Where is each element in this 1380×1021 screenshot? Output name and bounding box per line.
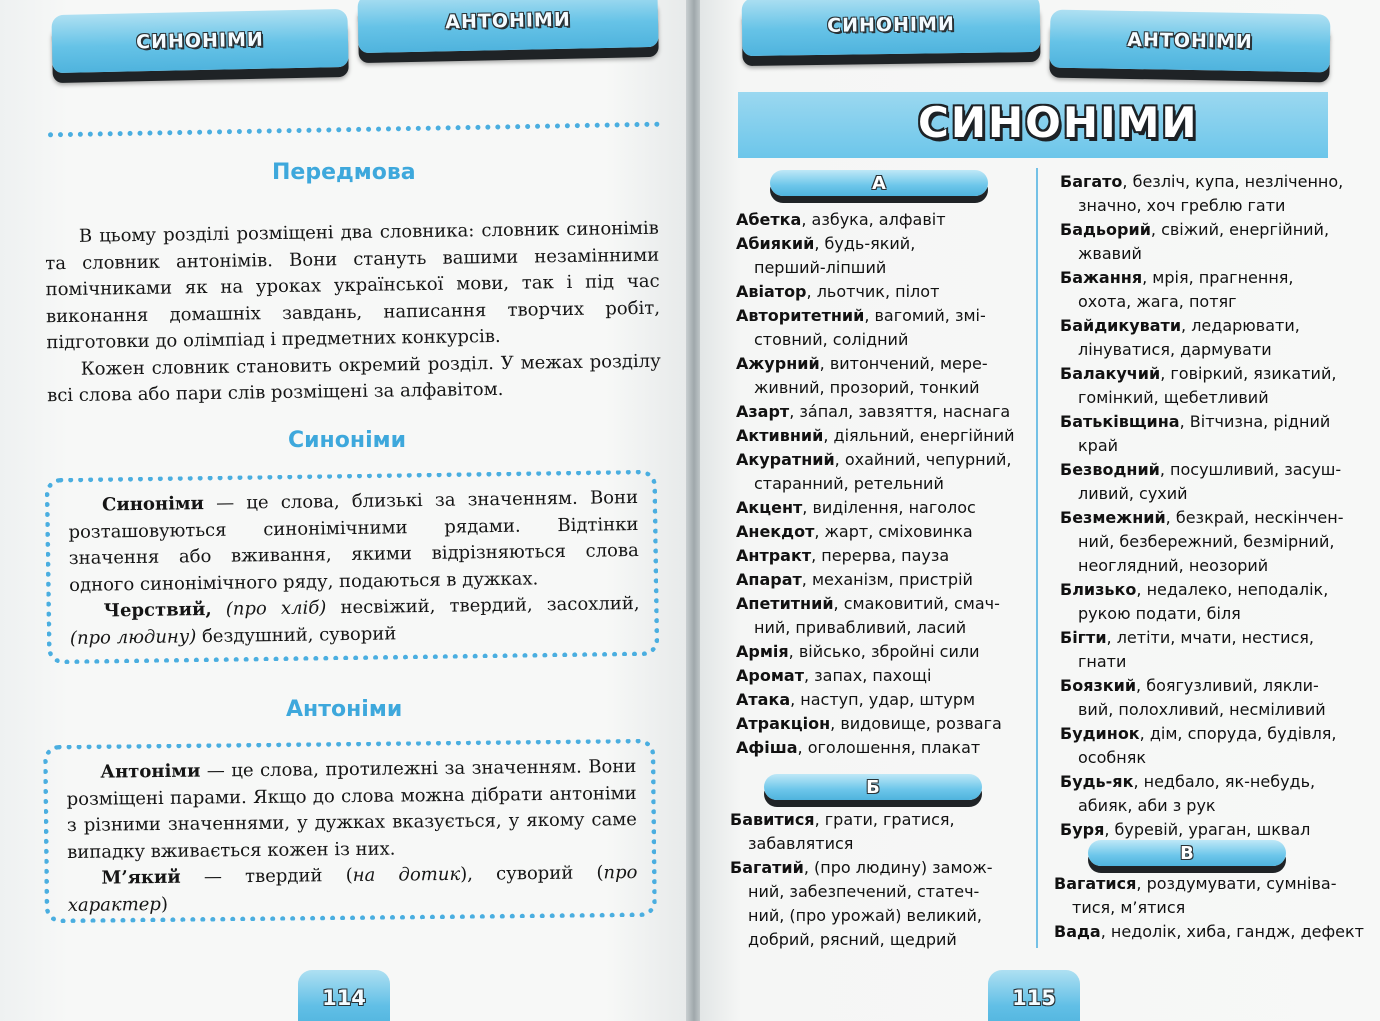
- entry-synonyms: , безліч, купа, незліченно,: [1122, 172, 1344, 191]
- entry-synonyms: неоглядний, неозорий: [1078, 556, 1269, 575]
- antonyms-definition-box: [43, 739, 657, 923]
- page-number-text: 115: [1012, 986, 1056, 1010]
- dictionary-entry: [736, 736, 1032, 760]
- entry-headword: Будинок: [1060, 724, 1140, 743]
- dictionary-entry: [730, 880, 1030, 904]
- entry-synonyms: ливий, сухий: [1078, 484, 1188, 503]
- dictionary-entry: [1054, 896, 1364, 920]
- entry-headword: Вада: [1054, 922, 1101, 941]
- dictionary-entry: [730, 832, 1030, 856]
- preface-text: [45, 216, 662, 410]
- dictionary-entry: [736, 712, 1032, 736]
- dictionary-entry: [1060, 650, 1360, 674]
- entry-synonyms: стовний, солідний: [754, 330, 909, 349]
- tab-label: СИНОНІМИ: [135, 28, 265, 54]
- entry-synonyms: , військо, збройні сили: [788, 642, 980, 661]
- entry-headword: Багатий: [730, 858, 804, 877]
- page-number-text: 114: [322, 986, 366, 1010]
- entry-synonyms: ний, (про урожай) великий,: [748, 906, 982, 925]
- entry-synonyms: , грати, гратися,: [814, 810, 955, 829]
- dictionary-entry: [1060, 242, 1360, 266]
- tab-synonyms-right[interactable]: [742, 0, 1041, 56]
- syn-term: Синоніми: [101, 493, 205, 516]
- entry-synonyms: , свіжий, енергійний,: [1150, 220, 1330, 239]
- dictionary-column-1-b: [730, 808, 1030, 952]
- entry-headword: Бігти: [1060, 628, 1107, 647]
- entry-synonyms: абияк, аби з рук: [1078, 796, 1216, 815]
- dictionary-entry: [1060, 314, 1360, 338]
- dictionary-entry: [736, 544, 1032, 568]
- syn-example-word: Черствий,: [103, 598, 212, 622]
- entry-headword: Акцент: [736, 498, 803, 517]
- dictionary-entry: [1060, 194, 1360, 218]
- dictionary-entry: [736, 592, 1032, 616]
- entry-headword: Бадьорий: [1060, 220, 1151, 239]
- entry-synonyms: особняк: [1078, 748, 1146, 767]
- entry-synonyms: жвавий: [1078, 244, 1142, 263]
- entry-synonyms: , (про людину) замож-: [803, 858, 993, 877]
- entry-headword: Аромат: [736, 666, 804, 685]
- entry-synonyms: вий, полохливий, несміливий: [1078, 700, 1326, 719]
- entry-headword: Безводний: [1060, 460, 1160, 479]
- dictionary-column-2-v: [1054, 872, 1364, 944]
- dictionary-entry: [1054, 872, 1364, 896]
- entry-synonyms: , оголошення, плакат: [797, 738, 981, 757]
- entry-headword: Близько: [1060, 580, 1137, 599]
- dictionary-entry: [736, 256, 1032, 280]
- dictionary-entry: [736, 400, 1032, 424]
- dictionary-entry: [1060, 794, 1360, 818]
- entry-synonyms: , безкрай, нескінчен-: [1165, 508, 1344, 527]
- entry-headword: Армія: [736, 642, 789, 661]
- dictionary-column-2-b: [1060, 170, 1360, 842]
- letter-header-b: [764, 774, 982, 800]
- entry-headword: Авіатор: [736, 282, 807, 301]
- entry-headword: Вагатися: [1054, 874, 1137, 893]
- synonyms-definition: [68, 485, 640, 652]
- entry-synonyms: , мрія, прагнення,: [1142, 268, 1294, 287]
- dictionary-entry: [1060, 554, 1360, 578]
- preface-title: Передмова: [272, 160, 416, 185]
- synonyms-banner: [738, 92, 1328, 158]
- dictionary-entry: [1060, 818, 1360, 842]
- antonyms-definition: [66, 754, 638, 919]
- dictionary-entry: [730, 856, 1030, 880]
- entry-synonyms: , Вітчизна, рідний: [1179, 412, 1331, 431]
- entry-synonyms: добрий, рясний, щедрий: [748, 930, 957, 949]
- entry-headword: Акуратний: [736, 450, 835, 469]
- letter-header-v: [1088, 840, 1286, 866]
- entry-headword: Атракціон: [736, 714, 831, 733]
- left-page: [0, 0, 688, 1021]
- antonyms-title: Антоніми: [286, 697, 403, 722]
- dictionary-column-1-a: [736, 208, 1032, 760]
- entry-synonyms: , смаковитий, смач-: [833, 594, 1000, 613]
- page-number-right: [988, 970, 1080, 1021]
- entry-headword: Авторитетний: [736, 306, 865, 325]
- entry-synonyms: , будь-який,: [814, 234, 916, 253]
- entry-synonyms: , діяльний, енергійний: [823, 426, 1015, 445]
- ant-example-text-1: — твердий (: [180, 864, 353, 888]
- entry-headword: Афіша: [736, 738, 798, 757]
- entry-headword: Бавитися: [730, 810, 815, 829]
- dictionary-entry: [736, 424, 1032, 448]
- dictionary-entry: [736, 448, 1032, 472]
- dictionary-entry: [736, 304, 1032, 328]
- dictionary-entry: [736, 568, 1032, 592]
- entry-headword: Боязкий: [1060, 676, 1137, 695]
- entry-synonyms: рукою подати, біля: [1078, 604, 1241, 623]
- letter-v: В: [1180, 842, 1194, 864]
- dictionary-entry: [1060, 482, 1360, 506]
- synonyms-definition-box: [45, 470, 660, 665]
- tab-antonyms-left[interactable]: [357, 0, 658, 53]
- dictionary-entry: [1060, 218, 1360, 242]
- page-number-left: [298, 970, 390, 1021]
- entry-synonyms: , льотчик, пілот: [806, 282, 940, 301]
- ant-example-note-2: про характер: [67, 861, 638, 916]
- dictionary-entry: [736, 688, 1032, 712]
- entry-synonyms: перший-ліпший: [754, 258, 887, 277]
- entry-headword: Батьківщина: [1060, 412, 1180, 431]
- dictionary-entry: [1060, 434, 1360, 458]
- entry-headword: Активний: [736, 426, 824, 445]
- entry-headword: Ажурний: [736, 354, 820, 373]
- ant-example-text-3: ): [160, 893, 169, 915]
- entry-synonyms: , летіти, мчати, нестися,: [1106, 628, 1314, 647]
- entry-headword: Антракт: [736, 546, 812, 565]
- entry-headword: Абиякий: [736, 234, 815, 253]
- entry-headword: Апарат: [736, 570, 802, 589]
- entry-synonyms: гомінкий, щебетливий: [1078, 388, 1269, 407]
- entry-headword: Буря: [1060, 820, 1105, 839]
- dictionary-entry: [1060, 362, 1360, 386]
- dictionary-entry: [730, 904, 1030, 928]
- tab-label: СИНОНІМИ: [827, 13, 955, 37]
- dictionary-entry: [1060, 602, 1360, 626]
- dictionary-entry: [736, 280, 1032, 304]
- syn-example-text-2: бездушний, суворий: [196, 622, 397, 647]
- entry-synonyms: , азбука, алфавіт: [801, 210, 946, 229]
- dictionary-entry: [736, 328, 1032, 352]
- tab-label: АНТОНІМИ: [1127, 28, 1253, 54]
- entry-synonyms: , буревій, ураган, шквал: [1104, 820, 1311, 839]
- entry-synonyms: забавлятися: [748, 834, 854, 853]
- ant-example-word: М’який: [101, 866, 181, 889]
- dictionary-entry: [1060, 578, 1360, 602]
- tab-antonyms-right[interactable]: [1050, 10, 1331, 73]
- entry-synonyms: , дім, споруда, будівля,: [1139, 724, 1337, 743]
- entry-synonyms: , охайний, чепурний,: [834, 450, 1012, 469]
- dictionary-entry: [1060, 338, 1360, 362]
- entry-synonyms: ний, забезпечений, статеч-: [748, 882, 980, 901]
- dictionary-entry: [736, 232, 1032, 256]
- entry-headword: Абетка: [736, 210, 802, 229]
- synonyms-title: Синоніми: [288, 428, 407, 453]
- dictionary-entry: [736, 616, 1032, 640]
- dictionary-entry: [736, 208, 1032, 232]
- entry-synonyms: ний, привабливий, ласий: [754, 618, 967, 637]
- entry-headword: Бажання: [1060, 268, 1143, 287]
- dictionary-entry: [1060, 170, 1360, 194]
- entry-synonyms: , недалеко, неподалік,: [1136, 580, 1329, 599]
- entry-headword: Атака: [736, 690, 791, 709]
- entry-synonyms: , механізм, пристрій: [801, 570, 973, 589]
- entry-headword: Багато: [1060, 172, 1123, 191]
- dictionary-entry: [736, 664, 1032, 688]
- letter-a: А: [872, 172, 886, 194]
- letter-b: Б: [866, 776, 880, 798]
- ant-term: Антоніми: [100, 760, 201, 783]
- dictionary-entry: [1060, 530, 1360, 554]
- preface-paragraph-1: В цьому розділі розміщені два словника: словник синонімів та словник антонімів. Вони стануть вашими незамінними помічниками як на уроках української мови, так і під час виконання домашніх завдань, написання творчих робіт, підготовки до олімпіад і предметних конкурсів.: [45, 217, 661, 354]
- dictionary-entry: [1060, 770, 1360, 794]
- dictionary-entry: [736, 352, 1032, 376]
- dictionary-entry: [736, 376, 1032, 400]
- entry-synonyms: , наступ, удар, штурм: [790, 690, 976, 709]
- letter-header-a: [770, 170, 988, 196]
- ant-definition-text: — це слова, протилежні за значенням. Вони розміщені парами. Якщо до слова можна дібрати антоніми з різними значеннями, у дужках вказується, у якому саме випадку вживається кожен із них.: [66, 755, 638, 863]
- dictionary-entry: [1060, 386, 1360, 410]
- entry-synonyms: , запах, пахощі: [803, 666, 932, 685]
- dictionary-entry: [736, 640, 1032, 664]
- dictionary-entry: [736, 520, 1032, 544]
- dictionary-entry: [1060, 698, 1360, 722]
- entry-headword: Анекдот: [736, 522, 815, 541]
- entry-synonyms: , перерва, пауза: [811, 546, 950, 565]
- dictionary-entry: [1060, 266, 1360, 290]
- entry-synonyms: , недолік, хиба, гандж, дефект: [1100, 922, 1364, 941]
- dictionary-entry: [736, 472, 1032, 496]
- syn-example-note-1: (про хліб): [225, 597, 327, 620]
- dictionary-entry: [1060, 458, 1360, 482]
- syn-example-note-2: (про людину): [69, 625, 197, 649]
- ant-example-text-2: ), суворий (: [460, 862, 604, 885]
- dictionary-entry: [1054, 920, 1364, 944]
- entry-headword: Байдикувати: [1060, 316, 1182, 335]
- column-divider: [1036, 168, 1038, 948]
- dictionary-entry: [1060, 506, 1360, 530]
- entry-synonyms: , посушливий, засуш-: [1159, 460, 1342, 479]
- entry-synonyms: гнати: [1078, 652, 1127, 671]
- entry-synonyms: , вагомий, змі-: [864, 306, 986, 325]
- entry-synonyms: охота, жага, потяг: [1078, 292, 1237, 311]
- entry-synonyms: , за́пал, завзяття, наснага: [789, 402, 1011, 421]
- dictionary-entry: [1060, 746, 1360, 770]
- entry-synonyms: , виділення, наголос: [802, 498, 976, 517]
- dictionary-entry: [730, 928, 1030, 952]
- dictionary-entry: [730, 808, 1030, 832]
- dictionary-entry: [736, 496, 1032, 520]
- entry-synonyms: край: [1078, 436, 1119, 455]
- banner-title: СИНОНІМИ: [918, 98, 1199, 147]
- tab-synonyms-left[interactable]: [51, 9, 348, 73]
- dictionary-entry: [1060, 722, 1360, 746]
- syn-example-text-1: несвіжий, твердий, засохлий,: [326, 592, 640, 619]
- entry-synonyms: живний, прозорий, тонкий: [754, 378, 980, 397]
- entry-synonyms: , говіркий, язикатий,: [1160, 364, 1337, 383]
- entry-synonyms: , ледарювати,: [1181, 316, 1300, 335]
- entry-headword: Балакучий: [1060, 364, 1161, 383]
- dictionary-entry: [1060, 674, 1360, 698]
- entry-synonyms: , недбало, як-небудь,: [1133, 772, 1316, 791]
- entry-synonyms: лінуватися, дармувати: [1078, 340, 1272, 359]
- ant-example-note-1: на дотик: [352, 863, 461, 886]
- entry-synonyms: , роздумувати, сумніва-: [1136, 874, 1337, 893]
- entry-headword: Апетитний: [736, 594, 834, 613]
- entry-synonyms: , боягузливий, лякли-: [1136, 676, 1319, 695]
- entry-synonyms: значно, хоч греблю гати: [1078, 196, 1286, 215]
- dotted-divider: [48, 122, 660, 138]
- tab-label: АНТОНІМИ: [445, 8, 571, 34]
- entry-headword: Азарт: [736, 402, 790, 421]
- entry-headword: Безмежний: [1060, 508, 1166, 527]
- entry-synonyms: старанний, ретельний: [754, 474, 944, 493]
- entry-synonyms: , жарт, сміховинка: [814, 522, 973, 541]
- dictionary-entry: [1060, 290, 1360, 314]
- entry-synonyms: тися, м’ятися: [1072, 898, 1186, 917]
- entry-synonyms: , видовище, розвага: [830, 714, 1002, 733]
- syn-definition-text: — це слова, близькі за значенням. Вони розташовуються синонімічними рядами. Відтінки значення або вживання, якими відрізняються слова одного синонімічного ряду, подаються в дужках.: [68, 487, 639, 596]
- entry-synonyms: ний, безбережний, безмірний,: [1078, 532, 1335, 551]
- dictionary-entry: [1060, 626, 1360, 650]
- entry-synonyms: , витончений, мере-: [819, 354, 988, 373]
- preface-paragraph-2: Кожен словник становить окремий розділ. У межах розділу всі слова або пари слів розміщені за алфавітом.: [46, 350, 661, 407]
- entry-headword: Будь-як: [1060, 772, 1134, 791]
- dictionary-entry: [1060, 410, 1360, 434]
